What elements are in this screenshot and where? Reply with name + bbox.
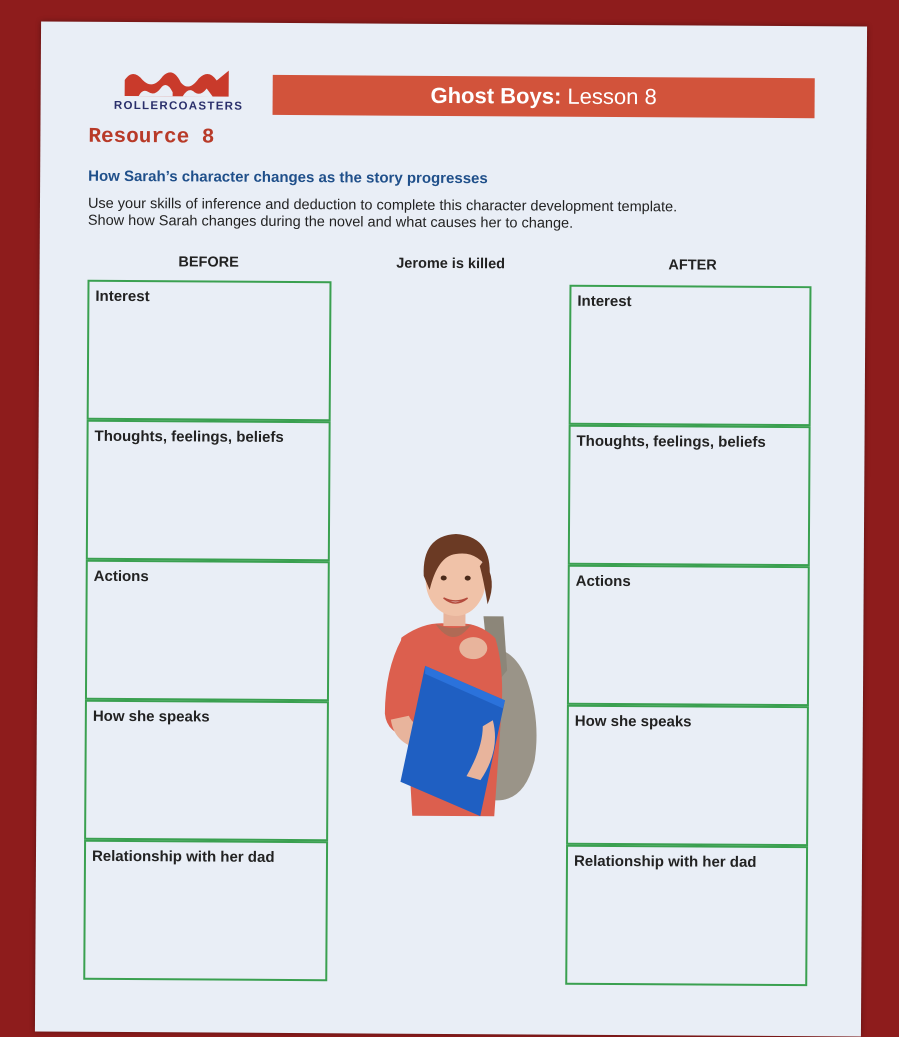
instructions-line-1: Use your skills of inference and deduction to complete this character development template. [87, 195, 678, 216]
resource-title: Resource 8 [88, 125, 215, 150]
before-heading: BEFORE [178, 254, 239, 271]
cell-label: How she speaks [92, 707, 210, 726]
logo-text: ROLLERCOASTERS [113, 99, 244, 113]
cell-label: Thoughts, feelings, beliefs [94, 427, 284, 446]
girl-with-book-illustration [354, 519, 556, 820]
after-cell-dad[interactable] [565, 845, 808, 986]
after-cell-thoughts[interactable] [568, 425, 811, 566]
cell-label: How she speaks [574, 712, 692, 731]
rollercoaster-track-icon [123, 66, 233, 99]
instructions [88, 196, 788, 234]
lesson-banner [273, 75, 815, 118]
instructions-line-2: Show how Sarah changes during the novel and what causes her to change. [87, 212, 574, 232]
worksheet [35, 21, 867, 1036]
after-column [565, 285, 811, 986]
after-cell-actions[interactable] [567, 565, 810, 706]
before-cell-speech[interactable] [84, 700, 329, 841]
banner-title-rest: Lesson 8 [561, 83, 657, 110]
cell-label: Actions [93, 567, 149, 586]
before-cell-dad[interactable] [83, 840, 328, 981]
after-cell-speech[interactable] [566, 705, 809, 846]
worksheet-subtitle: How Sarah’s character changes as the story progresses [88, 167, 488, 188]
cell-label: Interest [577, 292, 632, 311]
before-cell-actions[interactable] [85, 560, 330, 701]
before-column [83, 280, 331, 981]
banner-title-bold: Ghost Boys: [430, 82, 562, 109]
after-cell-interest[interactable] [569, 285, 812, 426]
after-heading: AFTER [668, 257, 717, 274]
cell-label: Thoughts, feelings, beliefs [576, 432, 766, 451]
rollercoasters-logo [99, 66, 259, 119]
cell-label: Relationship with her dad [573, 852, 757, 871]
cell-label: Actions [575, 572, 631, 591]
cell-label: Interest [95, 287, 150, 306]
before-cell-interest[interactable] [87, 280, 332, 421]
cell-label: Relationship with her dad [91, 847, 275, 866]
event-heading: Jerome is killed [396, 255, 506, 273]
before-cell-thoughts[interactable] [86, 420, 331, 561]
